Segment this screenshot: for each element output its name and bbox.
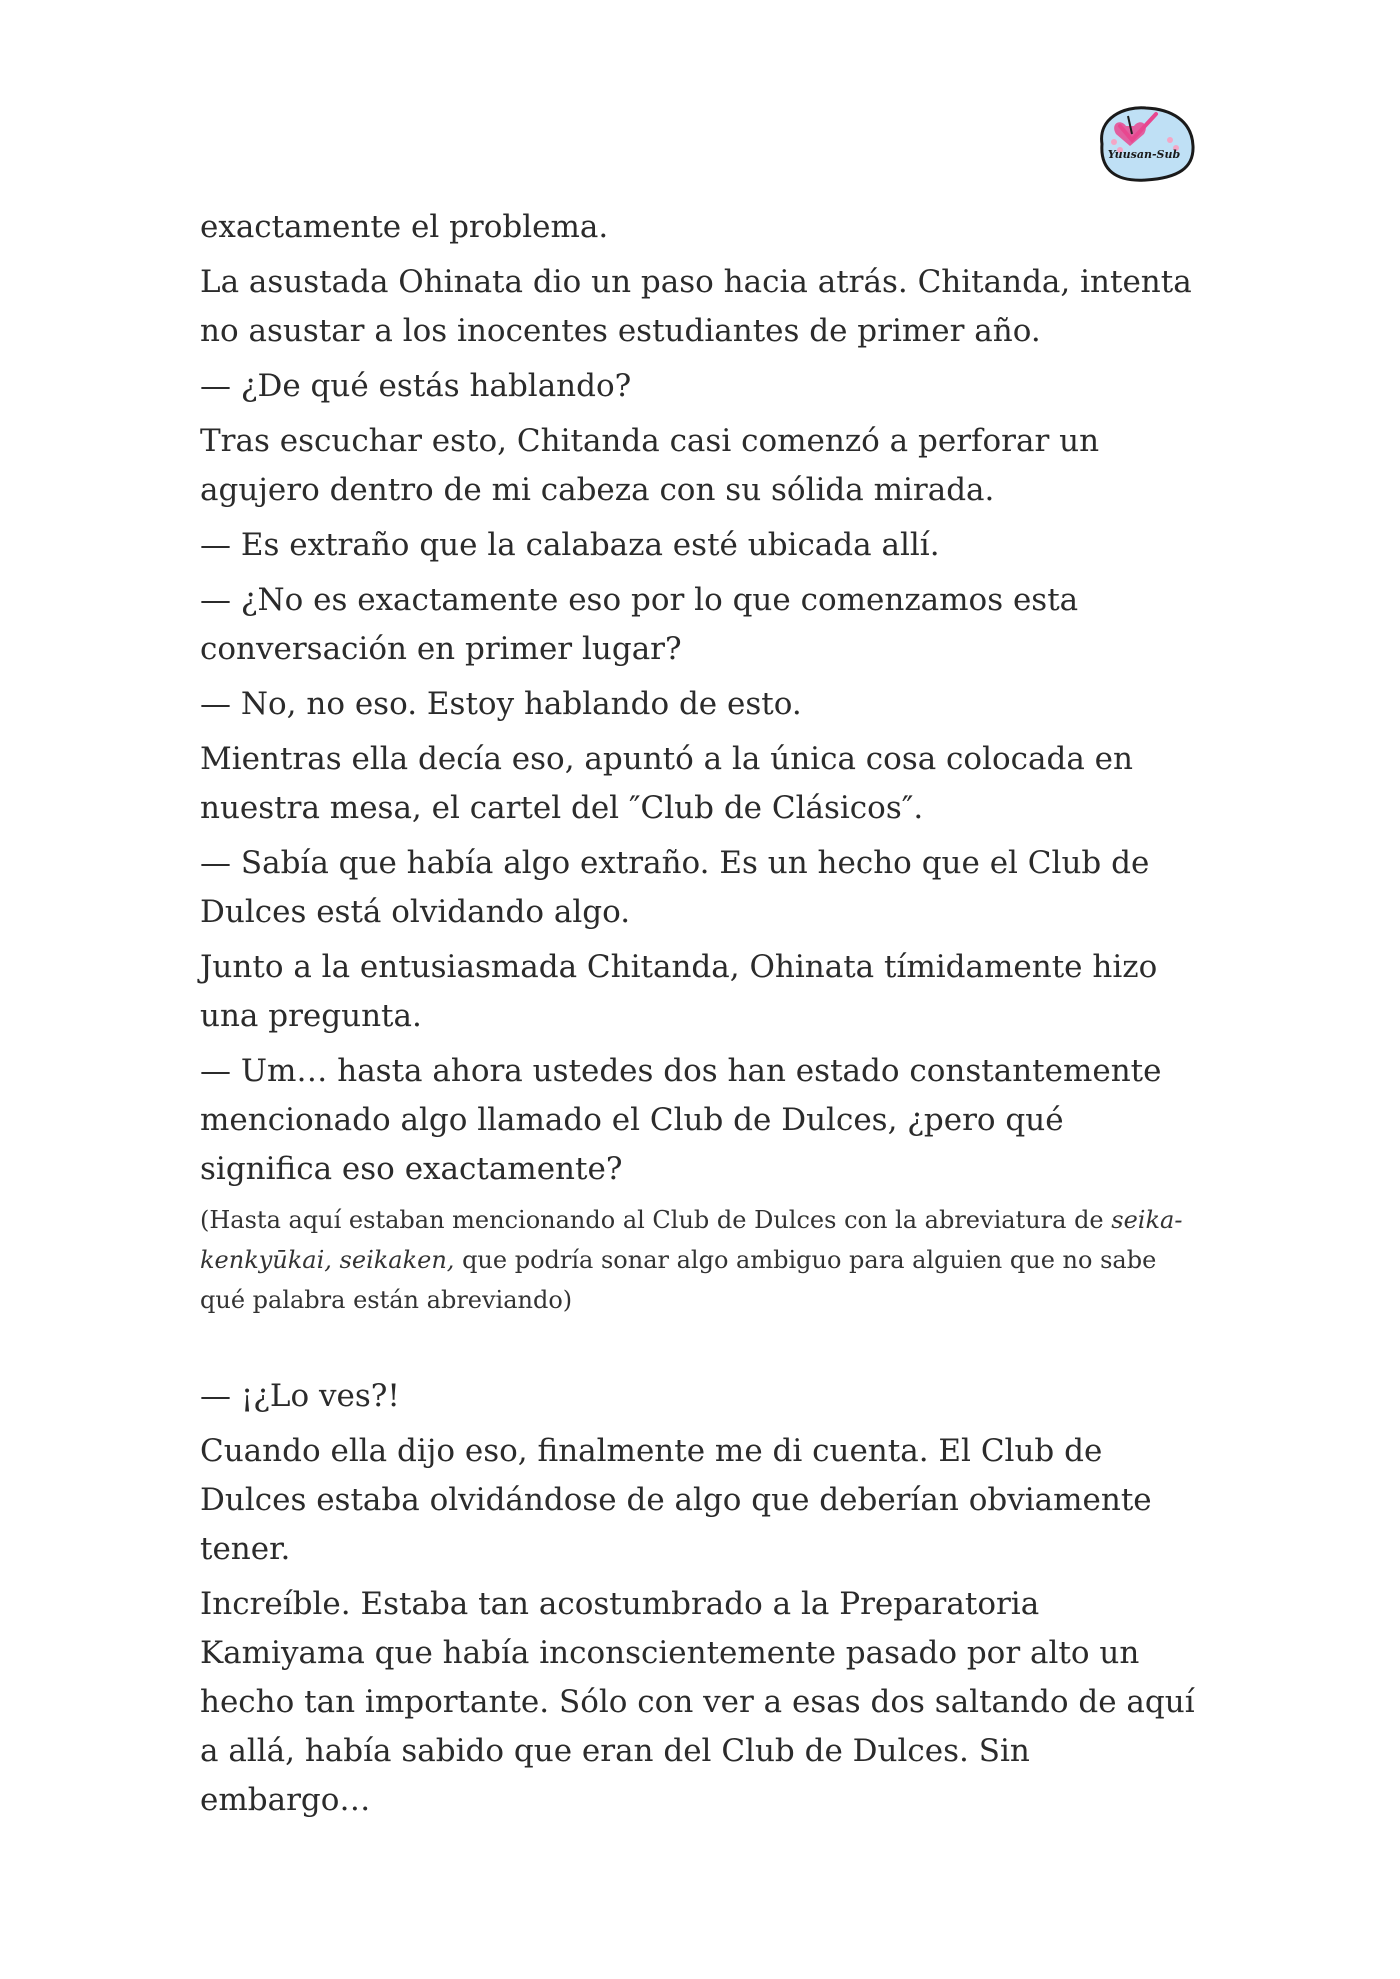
dialogue-line: — ¿No es exactamente eso por lo que comenzamos esta conversación en primer lugar? bbox=[200, 582, 1079, 667]
note-text-before: (Hasta aquí estaban mencionando al Club de Dulces con la abreviatura de bbox=[200, 1206, 1112, 1234]
paragraph: Cuando ella dijo eso, finalmente me di cuenta. El Club de Dulces estaba olvidándose de algo que deberían obviamente tener. bbox=[200, 1433, 1152, 1567]
paragraph-group-after-note bbox=[200, 1372, 1200, 1825]
paragraph: Increíble. Estaba tan acostumbrado a la Preparatoria Kamiyama que había inconscientemente pasado por alto un hecho tan importante. Sólo con ver a esas dos saltando de aquí a allá, había sabido que eran del Club de Dulces. Sin embargo… bbox=[200, 1586, 1195, 1818]
paragraph: Mientras ella decía eso, apuntó a la única cosa colocada en nuestra mesa, el cartel del ″Club de Clásicos″. bbox=[200, 741, 1133, 826]
translator-note bbox=[200, 1200, 1200, 1320]
dialogue-line: — Um… hasta ahora ustedes dos han estado constantemente mencionado algo llamado el Club de Dulces, ¿pero qué significa eso exactamente? bbox=[200, 1053, 1162, 1187]
paragraph: Tras escuchar esto, Chitanda casi comenzó a perforar un agujero dentro de mi cabeza con su sólida mirada. bbox=[200, 423, 1100, 508]
paragraph: La asustada Ohinata dio un paso hacia atrás. Chitanda, intenta no asustar a los inocentes estudiantes de primer año. bbox=[200, 264, 1192, 349]
watermark-logo bbox=[1090, 104, 1198, 184]
dialogue-line: — Sabía que había algo extraño. Es un hecho que el Club de Dulces está olvidando algo. bbox=[200, 845, 1150, 930]
dialogue-line: — Es extraño que la calabaza esté ubicada allí. bbox=[200, 527, 940, 563]
paragraph: Junto a la entusiasmada Chitanda, Ohinata tímidamente hizo una pregunta. bbox=[200, 949, 1158, 1034]
note-text-after: que podría sonar algo ambiguo para alguien que no sabe qué palabra están abreviando) bbox=[200, 1246, 1157, 1314]
note-text-italic: seika-kenkyūkai, seikaken, bbox=[200, 1206, 1183, 1274]
paragraph: exactamente el problema. bbox=[200, 209, 609, 245]
dialogue-line: — No, no eso. Estoy hablando de esto. bbox=[200, 686, 802, 722]
dialogue-line: — ¡¿Lo ves?! bbox=[200, 1378, 400, 1414]
document-body bbox=[200, 203, 1200, 1831]
heart-checkmark-icon bbox=[1090, 104, 1198, 184]
paragraph-group-before-note bbox=[200, 203, 1200, 1194]
dialogue-line: — ¿De qué estás hablando? bbox=[200, 368, 632, 404]
logo-text: Yuusan-Sub bbox=[1107, 148, 1181, 161]
